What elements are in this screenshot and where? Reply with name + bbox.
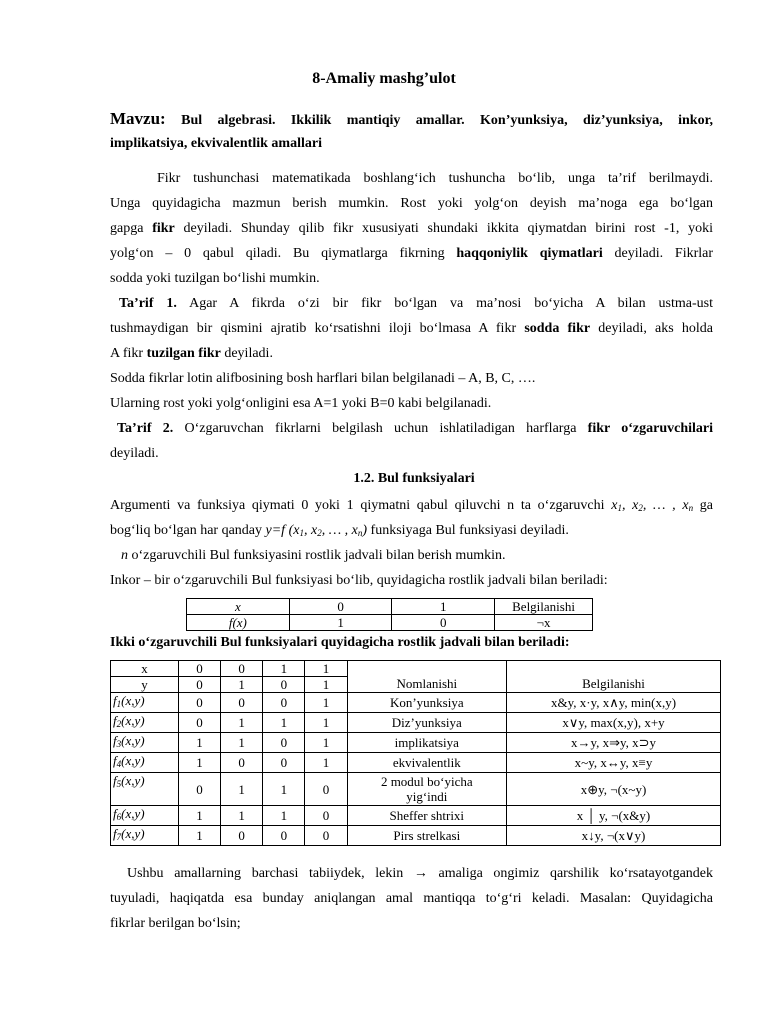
- text-span: O‘zgaruvchan fikrlarni belgilash uchun ishlatiladigan harflarga: [173, 421, 588, 436]
- table-cell: 0: [305, 773, 347, 806]
- bool-line-2: [110, 521, 713, 543]
- table-cell: 0: [263, 693, 305, 713]
- table-cell: 1: [178, 753, 220, 773]
- table-cell: 1: [221, 806, 263, 826]
- table-cell: x: [111, 661, 179, 677]
- table-cell: 1: [263, 773, 305, 806]
- function-expression: y=f ($x_1$, $x_2$, … , $x_n$): [265, 523, 368, 538]
- simple-line-2: Ularning rost yoki yolg‘onligini esa A=1 yoki B=0 kabi belgilanadi.: [110, 396, 492, 411]
- term-fikr: fikr: [152, 221, 175, 236]
- table-cell: 1: [221, 773, 263, 806]
- table-cell: 1: [178, 733, 220, 753]
- table-cell: 1: [305, 661, 347, 677]
- text-span: Agar A fikrda o‘zi bir fikr bo‘lgan va ma’nosi bo‘yicha A bilan ustma-ust: [176, 296, 713, 311]
- table-cell: 0: [305, 826, 347, 846]
- table-cell: 0: [221, 693, 263, 713]
- topic-line-1: [110, 109, 713, 131]
- page-title: 8-Amaliy mashg’ulot: [312, 70, 456, 87]
- name-header: Nomlanishi: [347, 661, 506, 693]
- table-row: [111, 693, 721, 713]
- table-cell: 1: [305, 693, 347, 713]
- topic-label: Mavzu:: [110, 109, 166, 128]
- text-span: A fikr: [110, 346, 147, 361]
- sign-header: Belgilanishi: [507, 661, 721, 693]
- table-cell: $f_6(x,y)$: [111, 806, 179, 826]
- bool-line-1: [110, 496, 713, 518]
- function-sign-cell: x │ y, ¬(x&y): [507, 806, 721, 826]
- table-row-x: [111, 661, 721, 677]
- function-sign-cell: x→y, x⇒y, x⊃y: [507, 733, 721, 753]
- term-fikr-ozgaruvchilari: fikr o‘zgaruvchilari: [587, 421, 713, 436]
- two-var-heading: Ikki o‘zgaruvchili Bul funksiyalari quyidagicha rostlik jadvali bilan beriladi:: [110, 635, 570, 650]
- table-cell: 0: [221, 826, 263, 846]
- table-cell: 1: [178, 806, 220, 826]
- table-row: [111, 773, 721, 806]
- text-span: tushmaydigan bir qismini ajratib ko‘rsatishni iloji bo‘lmasa A fikr: [110, 321, 525, 336]
- topic-text-1: Bul algebrasi. Ikkilik mantiqiy amallar. Kon’yunksiya, diz’yunksiya, inkor,: [181, 113, 713, 128]
- topic-line-2: implikatsiya, ekvivalentlik amallari: [110, 136, 322, 151]
- table-row: [111, 826, 721, 846]
- section-heading: 1.2. Bul funksiyalari: [353, 471, 475, 486]
- term-sodda-fikr: sodda fikr: [524, 321, 591, 336]
- two-variable-truth-table: [110, 660, 721, 846]
- table-cell: $f_1(x,y)$: [111, 693, 179, 713]
- text-span: deyiladi.: [220, 346, 273, 361]
- table-cell: 0: [178, 773, 220, 806]
- table-cell: 0: [221, 753, 263, 773]
- text-span: deyiladi. Fikrlar: [602, 246, 714, 261]
- table-cell: 1: [263, 806, 305, 826]
- def1-label: Ta’rif 1.: [119, 296, 177, 311]
- table-cell: y: [111, 677, 179, 693]
- function-sign-cell: x∨y, max(x,y), x+y: [507, 713, 721, 733]
- table-cell: 0: [392, 615, 495, 631]
- final-line-2: tuyuladi, haqiqatda esa bunday aniqlangan amal mantiqqa to‘g‘ri keladi. Masalan: Quyidagicha: [110, 891, 713, 906]
- function-sign-cell: x⊕y, ¬(x~y): [507, 773, 721, 806]
- term-tuzilgan-fikr: tuzilgan fikr: [146, 346, 221, 361]
- text-span: deyiladi, aks holda: [590, 321, 713, 336]
- table-cell: 0: [178, 713, 220, 733]
- text-span: gapga: [110, 221, 153, 236]
- table-cell: 1: [221, 713, 263, 733]
- text-span: deyiladi. Shunday qilib fikr xususiyati shundaki ikkita qiymatdan birini rost -1, yoki: [174, 221, 713, 236]
- def2-line-2: deyiladi.: [110, 446, 159, 461]
- table-cell: 0: [289, 599, 392, 615]
- table-cell: 1: [263, 713, 305, 733]
- table-cell: 1: [221, 733, 263, 753]
- table-row: [187, 599, 593, 615]
- simple-line-1: Sodda fikrlar lotin alifbosining bosh harflari bilan belgilanadi – A, B, C, ….: [110, 371, 536, 386]
- function-name-cell: Diz’yunksiya: [347, 713, 506, 733]
- text-span: o‘zgaruvchili Bul funksiyasini rostlik jadvali bilan berish mumkin.: [128, 548, 506, 563]
- table-cell: 0: [263, 733, 305, 753]
- para1-line-4: [110, 244, 713, 264]
- table-cell: $f_7(x,y)$: [111, 826, 179, 846]
- table-cell: Belgilanishi: [495, 599, 593, 615]
- table-cell: $f_2(x,y)$: [111, 713, 179, 733]
- table-cell: 0: [178, 661, 220, 677]
- negation-truth-table: [186, 598, 593, 631]
- table-cell: $f_4(x,y)$: [111, 753, 179, 773]
- variables-x1-xn: $x_1$, $x_2$, … , $x_n$: [611, 498, 694, 513]
- bool-line-3: [121, 546, 724, 566]
- table-cell: 1: [221, 677, 263, 693]
- table-cell: 0: [178, 693, 220, 713]
- table-row: [111, 806, 721, 826]
- table-cell: 0: [263, 826, 305, 846]
- table-cell: 1: [289, 615, 392, 631]
- def1-line-2: [110, 319, 713, 339]
- final-line-1: Ushbu amallarning barchasi tabiiydek, lekin → amaliga ongimiz qarshilik ko‘rsatayotgandek: [127, 866, 713, 881]
- table-cell: f(x): [187, 615, 290, 631]
- text-span: n: [121, 548, 128, 563]
- function-name-cell: 2 modul bo‘yicha yig‘indi: [347, 773, 506, 806]
- function-name-cell: Kon’yunksiya: [347, 693, 506, 713]
- table-cell: 1: [305, 753, 347, 773]
- text-span: ga: [693, 498, 713, 513]
- def2-line-1: [117, 419, 713, 439]
- table-cell: 1: [305, 677, 347, 693]
- table-cell: 0: [305, 806, 347, 826]
- function-sign-cell: x↓y, ¬(x∨y): [507, 826, 721, 846]
- table-cell: 1: [392, 599, 495, 615]
- table-cell: 0: [263, 677, 305, 693]
- bool-line-4: Inkor – bir o‘zgaruvchili Bul funksiyasi bo‘lib, quyidagicha rostlik jadvali bilan beriladi:: [110, 573, 608, 588]
- function-name-cell: Sheffer shtrixi: [347, 806, 506, 826]
- def2-label: Ta’rif 2.: [117, 421, 174, 436]
- text-span: yolg‘on – 0 qabul qiladi. Bu qiymatlarga fikrning: [110, 246, 457, 261]
- text-span: funksiyaga Bul funksiyasi deyiladi.: [367, 523, 569, 538]
- function-name-cell: implikatsiya: [347, 733, 506, 753]
- table-cell: $f_3(x,y)$: [111, 733, 179, 753]
- para1-line-2: Unga quyidagicha mazmun berish mumkin. Rost yoki yolg‘on deyish ma’noga ega bo‘lgan: [110, 196, 713, 211]
- table-cell: x: [187, 599, 290, 615]
- function-name-cell: ekvivalentlik: [347, 753, 506, 773]
- table-cell: 0: [221, 661, 263, 677]
- table-cell: 1: [178, 826, 220, 846]
- function-name-cell: Pirs strelkasi: [347, 826, 506, 846]
- table-cell: 1: [305, 713, 347, 733]
- text-span: Argumenti va funksiya qiymati 0 yoki 1 qiymatni qabul qiluvchi n ta o‘zgaruvchi: [110, 498, 612, 513]
- table-cell: ¬x: [495, 615, 593, 631]
- text-span: x: [611, 498, 618, 513]
- function-sign-cell: x&y, x·y, x∧y, min(x,y): [507, 693, 721, 713]
- text-span: bog‘liq bo‘lgan har qanday: [110, 523, 266, 538]
- text-span: y=f: [265, 523, 286, 538]
- final-line-3: fikrlar berilgan bo‘lsin;: [110, 916, 241, 931]
- table-row: [111, 753, 721, 773]
- term-haqqoniylik: haqqoniylik qiymatlari: [456, 246, 603, 261]
- table-row: [111, 733, 721, 753]
- table-cell: 1: [305, 733, 347, 753]
- table-row: [111, 713, 721, 733]
- table-cell: $f_5(x,y)$: [111, 773, 179, 806]
- table-cell: 0: [263, 753, 305, 773]
- table-cell: 1: [263, 661, 305, 677]
- para1-line-5: sodda yoki tuzilgan bo‘lishi mumkin.: [110, 271, 320, 286]
- table-row: [187, 615, 593, 631]
- para1-line-1: Fikr tushunchasi matematikada boshlang‘ich tushuncha bo‘lib, unga ta’rif berilmaydi.: [157, 171, 713, 186]
- def1-line-3: [110, 344, 713, 364]
- function-sign-cell: x~y, x↔y, x≡y: [507, 753, 721, 773]
- para1-line-3: [110, 219, 713, 239]
- table-cell: 0: [178, 677, 220, 693]
- def1-line-1: [119, 294, 713, 314]
